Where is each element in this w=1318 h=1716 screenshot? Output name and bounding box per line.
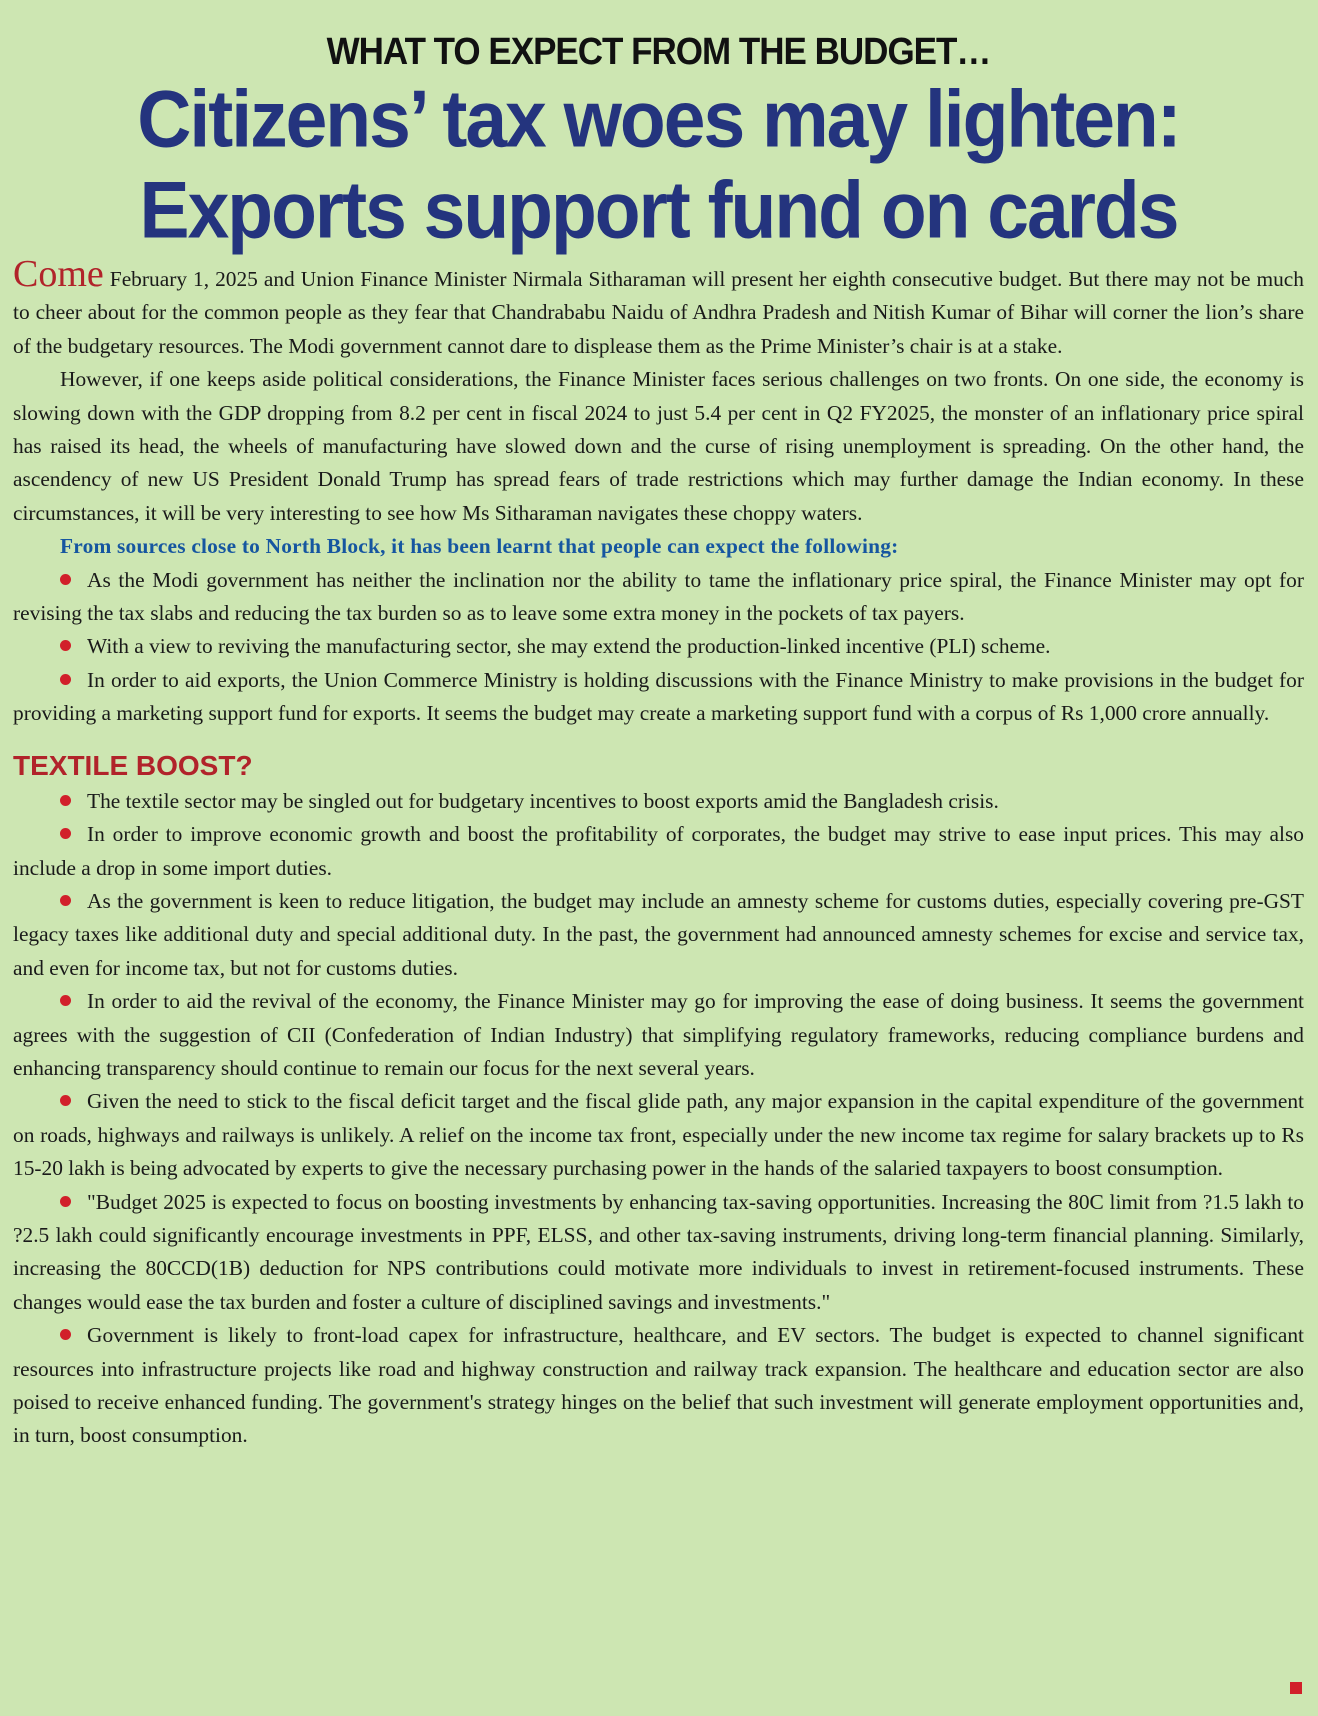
bullet-icon [60,640,71,651]
list-item: In order to aid the revival of the economy, the Finance Minister may go for improving the ease of doing business. It seems the government agrees with the suggestion of CII (Confederation of Indian Industry) that simplifying regulatory frameworks, reducing compliance burdens and enhancing transparency should continue to remain our focus for the next several years. [13,989,1304,1080]
expectations-lead: From sources close to North Block, it has been learnt that people can expect the following: [60,534,899,559]
article-headline [13,73,1304,254]
intro-paragraph [13,253,1304,363]
bullet-icon [60,1095,71,1106]
intro-dropword: Come [13,253,104,295]
list-item: Government is likely to front-load capex for infrastructure, healthcare, and EV sectors. The budget is expected to channel significant resources into infrastructure projects like road and highway construction and railway track expansion. The healthcare and education sector are also poised to receive enhanced funding. The government's strategy hinges on the belief that such investment will generate employment opportunities and, in turn, boost consumption. [13,1323,1304,1448]
list-item: "Budget 2025 is expected to focus on boosting investments by enhancing tax-saving opportunities. Increasing the 80C limit from ?1.5 lakh to ?2.5 lakh could significantly encourage investments in PPF, ELSS, and other tax-saving instruments, driving long-term financial planning. Similarly, increasing the 80CCD(1B) deduction for NPS contributions could motivate more individuals to invest in retirement-focused instruments. These changes would ease the tax burden and foster a culture of disciplined savings and investments." [13,1189,1304,1314]
list-item: As the Modi government has neither the inclination nor the ability to tame the inflationary price spiral, the Finance Minister may opt for revising the tax slabs and reducing the tax burden so as to leave some extra money in the pockets of tax payers. [13,567,1304,626]
bullet-icon [60,995,71,1006]
bullet-icon [60,795,71,806]
section-heading: TEXTILE BOOST? [13,749,253,781]
headline-line-2: Exports support fund on cards [139,164,1178,255]
list-item: The textile sector may be singled out for budgetary incentives to boost exports amid the Bangladesh crisis. [13,785,1304,818]
headline-line-1: Citizens’ tax woes may lighten: [137,73,1180,164]
bullet-icon [60,828,71,839]
list-item: As the government is keen to reduce litigation, the budget may include an amnesty scheme for customs duties, especially covering pre-GST legacy taxes like additional duty and special additional duty. In the past, the government had announced amnesty schemes for excise and service tax, and even for income tax, but not for customs duties. [13,888,1304,980]
paragraph-2: However, if one keeps aside political considerations, the Finance Minister faces serious challenges on two fronts. On one side, the economy is slowing down with the GDP dropping from 8.2 per cent in fiscal 2024 to just 5.4 per cent in Q2 FY2025, the monster of an inflationary price spiral has raised its head, the wheels of manufacturing have slowed down and the curse of rising unemployment is spreading. On the other hand, the ascendency of new US President Donald Trump has spread fears of trade restrictions which may further damage the Indian economy. In these circumstances, it will be very interesting to see how Ms Sitharaman navigates these choppy waters. [13,367,1304,525]
list-item: In order to aid exports, the Union Commerce Ministry is holding discussions with the Finance Ministry to make provisions in the budget for providing a marketing support fund for exports. It seems the budget may create a marketing support fund with a corpus of Rs 1,000 crore annually. [13,667,1304,726]
article-kicker: WHAT TO EXPECT FROM THE BUDGET… [326,30,991,73]
article-body [13,253,1304,1453]
bullet-icon [60,674,71,685]
end-mark-icon [1290,1682,1302,1694]
bullet-icon [60,895,71,906]
list-item: Given the need to stick to the fiscal deficit target and the fiscal glide path, any major expansion in the capital expenditure of the government on roads, highways and railways is unlikely. A relief on the income tax front, especially under the new income tax regime for salary brackets up to Rs 15-20 lakh is being advocated by experts to give the necessary purchasing power in the hands of the salaried taxpayers to boost consumption. [13,1089,1304,1181]
bullet-icon [60,1329,71,1340]
bullet-icon [60,574,71,585]
bullet-icon [60,1196,71,1207]
list-item: With a view to reviving the manufacturing sector, she may extend the production-linked incentive (PLI) scheme. [13,630,1304,663]
list-item: In order to improve economic growth and boost the profitability of corporates, the budget may strive to ease input prices. This may also include a drop in some import duties. [13,822,1304,880]
intro-text: February 1, 2025 and Union Finance Minister Nirmala Sitharaman will present her eighth consecutive budget. But there may not be much to cheer about for the common people as they fear that Chandrababu Naidu of Andhra Pradesh and Nitish Kumar of Bihar will corner the lion’s share of the budgetary resources. The Modi government cannot dare to displease them as the Prime Minister’s chair is at a stake. [13,267,1304,358]
